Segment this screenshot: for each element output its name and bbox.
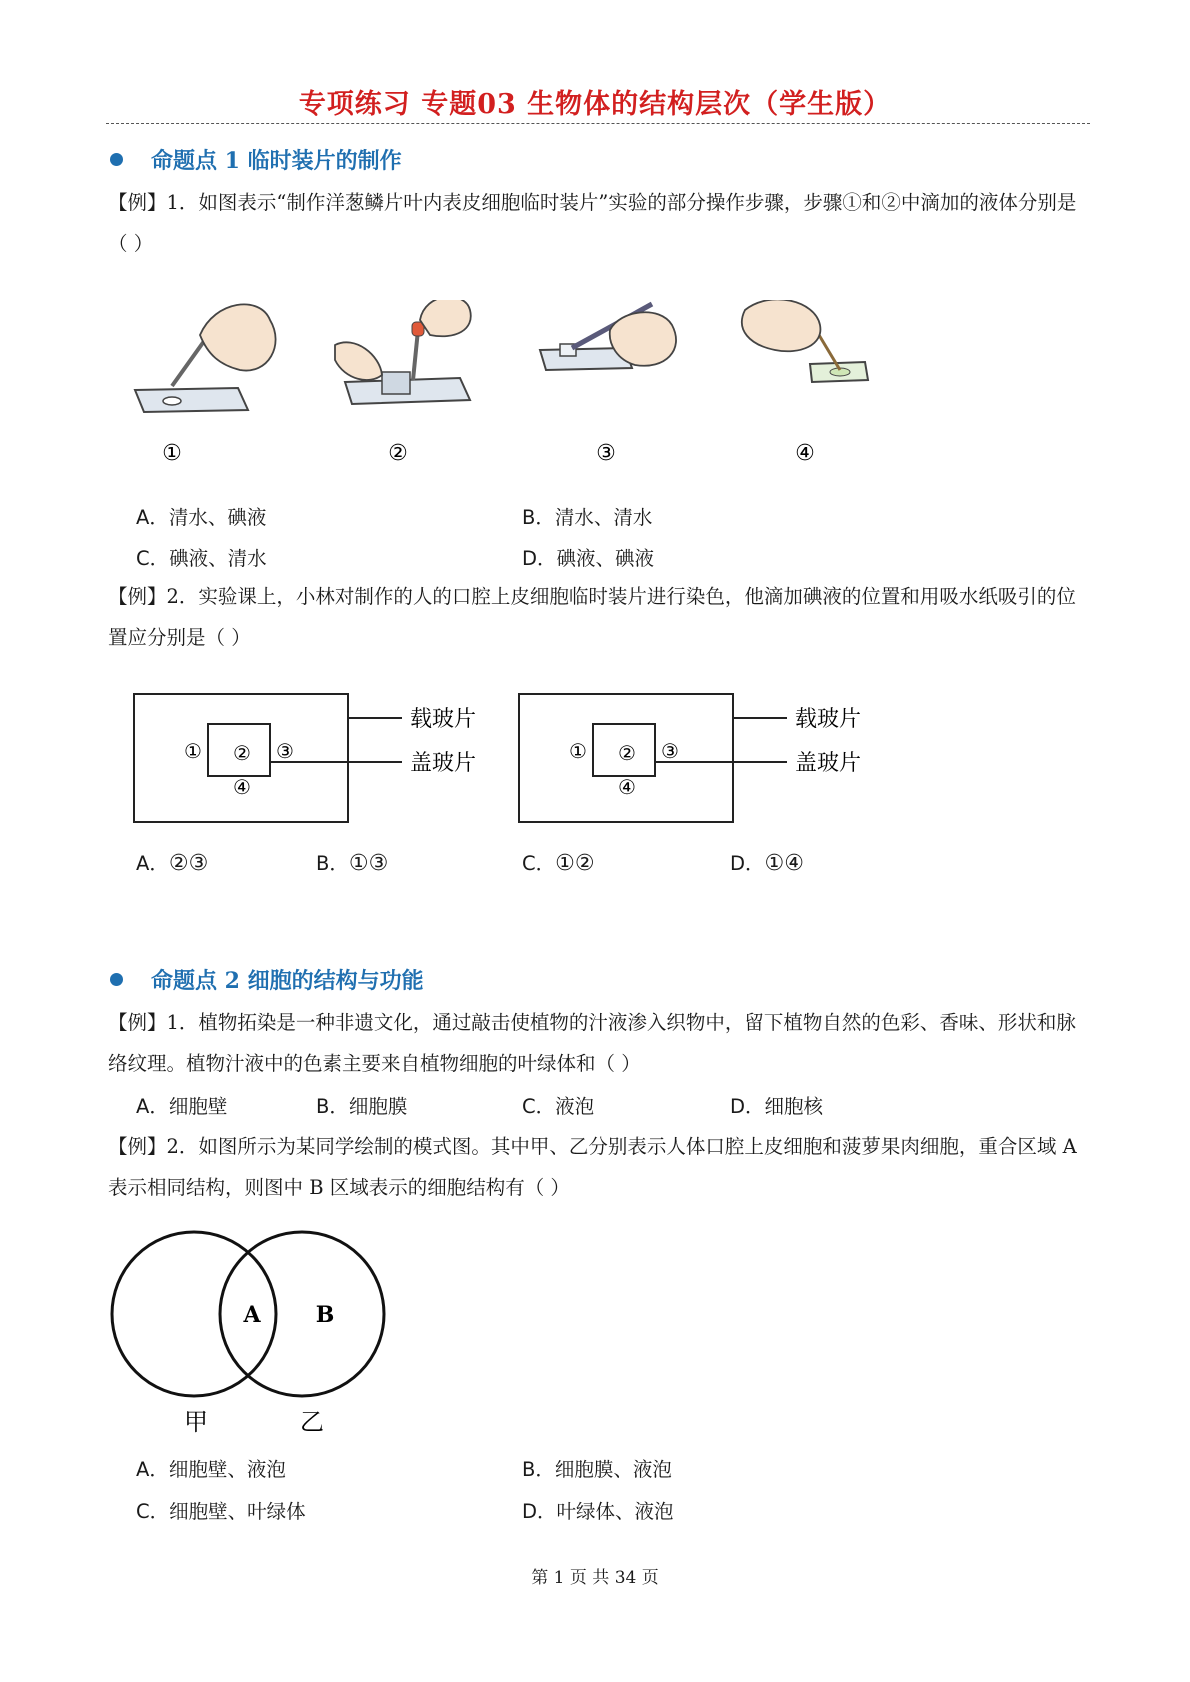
- s1-q1-stem: 【例】1．如图表示“制作洋葱鳞片叶内表皮细胞临时装片”实验的部分操作步骤，步骤①和②中滴加的液体分别是（ ）: [108, 191, 1077, 255]
- step-4-illustration: [742, 300, 868, 382]
- position-3: ③: [661, 739, 679, 763]
- s2-q2-stem: 【例】2．如图所示为某同学绘制的模式图。其中甲、乙分别表示人体口腔上皮细胞和菠萝果肉细胞，重合区域 A 表示相同结构，则图中 B 区域表示的细胞结构有（ ）: [108, 1135, 1077, 1199]
- position-1: ①: [184, 739, 202, 763]
- cover-label: 盖玻片: [410, 751, 477, 776]
- page-number: 第 1 页 共 34 页: [531, 1568, 659, 1588]
- position-3: ③: [276, 739, 294, 763]
- s2-q2-option-b[interactable]: B．细胞膜、液泡: [522, 1458, 672, 1481]
- s2-q2-option-a[interactable]: A．细胞壁、液泡: [136, 1458, 286, 1481]
- position-2: ②: [618, 741, 636, 765]
- section-1-title: 命题点 1 临时装片的制作: [151, 148, 402, 174]
- slide-diagram-right: [519, 694, 861, 822]
- slide-label: 载玻片: [795, 707, 862, 732]
- s1-q1-option-d[interactable]: D．碘液、碘液: [522, 547, 655, 570]
- s2-q2-option-d[interactable]: D．叶绿体、液泡: [522, 1500, 674, 1523]
- step-label-2: ②: [388, 441, 408, 466]
- bullet-icon: [110, 973, 123, 986]
- s2-q1-option-b[interactable]: B．细胞膜: [316, 1095, 408, 1118]
- s2-q1-option-d[interactable]: D．细胞核: [730, 1095, 824, 1118]
- venn-label-a: A: [243, 1302, 261, 1328]
- position-2: ②: [233, 741, 251, 765]
- venn-label-right: 乙: [300, 1408, 324, 1436]
- slide-diagram-left: [134, 694, 476, 822]
- step-3-illustration: [540, 304, 676, 370]
- page-title: 专项练习 专题03 生物体的结构层次（学生版）: [298, 89, 892, 120]
- s1-q2-option-b[interactable]: B．①③: [316, 851, 389, 876]
- step-1-illustration: [135, 304, 276, 412]
- s2-q2-option-c[interactable]: C．细胞壁、叶绿体: [136, 1500, 306, 1523]
- s1-q2-option-c[interactable]: C．①②: [522, 851, 595, 876]
- s1-q2-diagram: [130, 690, 890, 830]
- position-1: ①: [569, 739, 587, 763]
- venn-label-left: 甲: [184, 1408, 208, 1436]
- step-label-4: ④: [795, 441, 815, 466]
- slide-label: 载玻片: [410, 707, 477, 732]
- s1-q2-option-d[interactable]: D．①④: [730, 851, 804, 876]
- s2-q1-stem: 【例】1．植物拓染是一种非遗文化，通过敲击使植物的汁液渗入织物中，留下植物自然的色彩、香味、形状和脉络纹理。植物汁液中的色素主要来自植物细胞的叶绿体和（ ）: [108, 1011, 1076, 1075]
- s1-q2-option-a[interactable]: A．②③: [136, 851, 209, 876]
- s1-q1-option-b[interactable]: B．清水、清水: [522, 506, 653, 529]
- position-4: ④: [233, 775, 251, 799]
- s2-q1-option-c[interactable]: C．液泡: [522, 1095, 595, 1118]
- s1-q2-stem: 【例】2．实验课上，小林对制作的人的口腔上皮细胞临时装片进行染色，他滴加碘液的位置和用吸水纸吸引的位置应分别是（ ）: [108, 585, 1076, 649]
- section-1-heading: [110, 144, 402, 175]
- position-4: ④: [618, 775, 636, 799]
- venn-diagram: [108, 1228, 408, 1440]
- cover-label: 盖玻片: [795, 751, 862, 776]
- s1-q1-option-c[interactable]: C．碘液、清水: [136, 547, 267, 570]
- section-2-heading: [110, 964, 424, 995]
- step-label-3: ③: [596, 441, 616, 466]
- s1-q1-option-a[interactable]: A．清水、碘液: [136, 506, 267, 529]
- s2-q1-option-a[interactable]: A．细胞壁: [136, 1095, 228, 1118]
- s1-q1-illustration: [120, 300, 960, 470]
- step-label-1: ①: [162, 441, 182, 466]
- title-divider: [106, 123, 1090, 124]
- step-2-illustration: [335, 300, 471, 404]
- venn-label-b: B: [315, 1302, 335, 1328]
- section-2-title: 命题点 2 细胞的结构与功能: [151, 968, 424, 994]
- bullet-icon: [110, 153, 123, 166]
